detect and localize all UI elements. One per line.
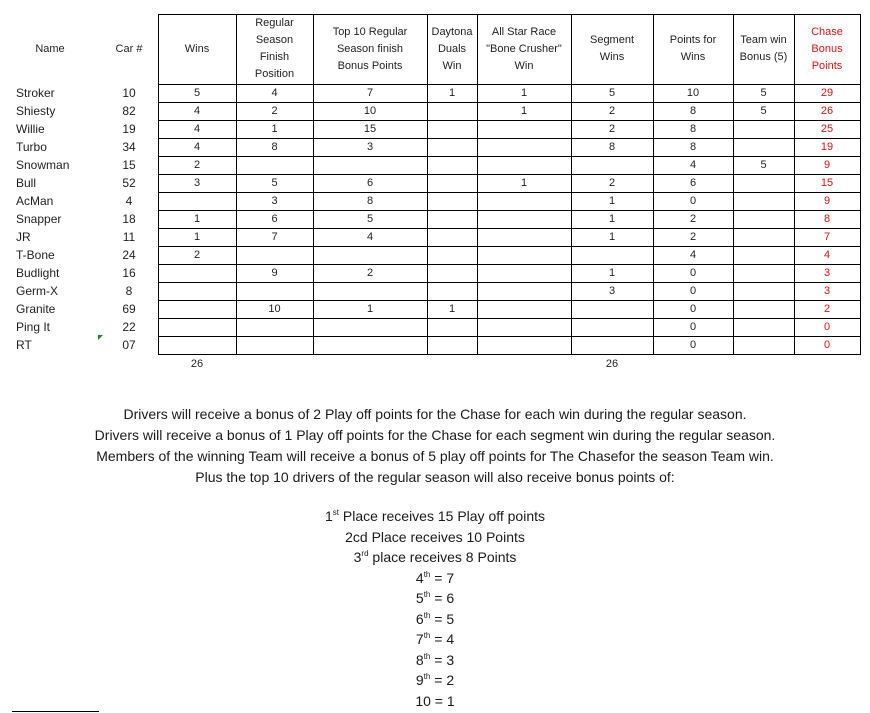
- place-points-item: [0, 650, 870, 671]
- top10-bonus-cell: 7: [366, 86, 374, 99]
- wins-cell: [158, 264, 236, 282]
- grid-line: [158, 354, 861, 355]
- header-regular-season-finish-line: Position: [254, 68, 295, 80]
- header-name-line: Name: [35, 42, 65, 55]
- segment-wins-cell: [571, 156, 653, 174]
- regular-finish-cell: [236, 156, 313, 174]
- grid-line: [158, 282, 861, 283]
- team-bonus-cell: [733, 192, 794, 210]
- header-regular-season-finish-line: Finish: [259, 51, 290, 63]
- grid-line: [158, 228, 861, 229]
- grid-line: [571, 14, 572, 355]
- daytona-cell: [427, 156, 477, 174]
- driver-name-cell: Stroker: [16, 85, 55, 100]
- header-daytona-duals-line: Daytona: [431, 25, 473, 38]
- car-number-cell: 34: [122, 139, 136, 154]
- driver-name-cell: Snowman: [16, 157, 70, 172]
- chase-points-cell: 8: [823, 212, 831, 225]
- points-for-wins-cell: 0: [689, 266, 697, 279]
- header-car-number: [100, 14, 158, 84]
- allstar-cell: [477, 300, 571, 318]
- points-for-wins-cell: 8: [689, 122, 697, 135]
- driver-name-cell: Shiesty: [16, 103, 56, 118]
- regular-finish-cell: [236, 336, 313, 354]
- car-number-cell: 11: [122, 229, 136, 244]
- top10-bonus-cell: 10: [363, 104, 377, 117]
- points-for-wins-cell: 8: [689, 140, 697, 153]
- regular-finish-cell: 3: [271, 194, 278, 207]
- chase-points-cell: 7: [823, 230, 831, 243]
- grid-line: [733, 14, 734, 355]
- wins-cell: 4: [193, 122, 201, 135]
- segment-wins-cell: 2: [608, 122, 616, 135]
- allstar-cell: [477, 192, 571, 210]
- allstar-cell: [477, 138, 571, 156]
- header-team-win-bonus-line: Bonus (5): [739, 51, 788, 63]
- place-points-item: [0, 588, 870, 609]
- header-wins-line: Wins: [184, 42, 210, 55]
- grid-line: [158, 156, 861, 157]
- grid-line: [158, 246, 861, 247]
- place-points-list: [0, 506, 870, 711]
- header-regular-season-finish: [236, 14, 313, 84]
- points-for-wins-cell: 0: [689, 284, 697, 297]
- allstar-cell: [477, 336, 571, 354]
- car-number-cell: 82: [122, 103, 136, 118]
- place-text: 2cd Place receives 10 Points: [345, 528, 525, 545]
- chase-points-cell: 25: [820, 122, 834, 135]
- driver-name-cell: Granite: [16, 301, 56, 316]
- driver-name-cell: Ping It: [16, 319, 51, 334]
- grid-line: [158, 14, 861, 15]
- rule-team: Members of the winning Team will receive a bonus of 5 play off points for The Chasefor the season Team win.: [96, 448, 774, 464]
- place-points-item: [0, 527, 870, 548]
- chase-points-cell: 4: [823, 248, 831, 261]
- daytona-cell: [427, 210, 477, 228]
- allstar-cell: [477, 264, 571, 282]
- grid-line: [477, 14, 478, 355]
- place-points-item: [0, 568, 870, 589]
- header-all-star-race-line: Win: [514, 59, 534, 72]
- daytona-cell: [427, 174, 477, 192]
- wins-cell: [158, 192, 236, 210]
- grid-line: [158, 84, 861, 85]
- place-text: 10 = 1: [415, 692, 455, 709]
- place-text: = 2: [430, 672, 455, 688]
- place-text: 8: [415, 651, 424, 668]
- place-points-item: [0, 609, 870, 630]
- top10-bonus-cell: 2: [366, 266, 374, 279]
- top10-bonus-cell: 15: [363, 122, 377, 135]
- daytona-cell: 1: [448, 86, 456, 99]
- car-number-cell: 22: [122, 319, 136, 334]
- header-segment-wins: [571, 14, 653, 84]
- allstar-cell: 1: [520, 104, 528, 117]
- wins-cell: 5: [193, 86, 201, 99]
- allstar-cell: 1: [520, 176, 528, 189]
- header-wins: [158, 14, 236, 84]
- header-chase-bonus-points: [794, 14, 860, 84]
- points-for-wins-cell: 4: [689, 248, 697, 261]
- wins-cell: 4: [193, 140, 201, 153]
- car-number-cell: 10: [122, 85, 136, 100]
- allstar-cell: [477, 210, 571, 228]
- team-bonus-cell: [733, 174, 794, 192]
- top10-bonus-cell: [313, 336, 427, 354]
- header-team-win-bonus: [733, 14, 794, 84]
- segment-wins-cell: 1: [608, 212, 616, 225]
- daytona-cell: [427, 138, 477, 156]
- daytona-cell: [427, 264, 477, 282]
- header-chase-bonus-points-line: Bonus: [811, 42, 843, 55]
- points-for-wins-cell: 0: [689, 194, 697, 207]
- header-daytona-duals-line: Duals: [437, 42, 467, 55]
- team-bonus-cell: [733, 120, 794, 138]
- header-name: [0, 14, 100, 84]
- wins-cell: [158, 282, 236, 300]
- chase-points-cell: 9: [823, 158, 831, 171]
- segment-wins-cell: 2: [608, 176, 616, 189]
- wins-cell: 2: [193, 158, 201, 171]
- regular-finish-cell: [236, 318, 313, 336]
- car-number-cell: 24: [122, 247, 136, 262]
- place-text: 9: [415, 672, 424, 688]
- regular-finish-cell: 8: [271, 140, 278, 153]
- points-for-wins-cell: 8: [689, 104, 697, 117]
- header-points-for-wins-line: Wins: [680, 51, 706, 63]
- team-bonus-cell: [733, 282, 794, 300]
- allstar-cell: [477, 228, 571, 246]
- team-bonus-cell: [733, 318, 794, 336]
- allstar-cell: [477, 282, 571, 300]
- top10-bonus-cell: 3: [366, 140, 374, 153]
- header-daytona-duals: [427, 14, 477, 84]
- top10-bonus-cell: 4: [366, 230, 374, 243]
- grid-line: [313, 14, 314, 355]
- daytona-cell: [427, 282, 477, 300]
- grid-line: [427, 14, 428, 355]
- grid-line: [158, 192, 861, 193]
- place-ordinal-suffix: th: [423, 610, 431, 620]
- allstar-cell: [477, 120, 571, 138]
- place-text: 3: [353, 549, 362, 565]
- daytona-cell: [427, 192, 477, 210]
- regular-finish-cell: 1: [271, 122, 278, 135]
- place-points-item: [0, 547, 870, 568]
- points-for-wins-cell: 4: [689, 158, 697, 171]
- chase-points-cell: 3: [823, 284, 831, 297]
- header-top10-bonus-line: Bonus Points: [337, 59, 403, 72]
- grid-line: [158, 300, 861, 301]
- header-regular-season-finish-line: Season: [255, 34, 294, 46]
- chase-points-cell: 9: [823, 194, 831, 207]
- grid-line: [158, 120, 861, 121]
- place-points-item: [0, 629, 870, 650]
- driver-name-cell: Snapper: [16, 211, 62, 226]
- car-number-cell: 4: [125, 193, 133, 208]
- rules-notes: [0, 404, 870, 488]
- grid-line: [860, 14, 861, 355]
- place-ordinal-suffix: th: [423, 590, 431, 599]
- team-bonus-cell: 5: [760, 158, 767, 171]
- wins-cell: 1: [193, 230, 201, 243]
- car-number-cell: 16: [122, 265, 136, 280]
- top10-bonus-cell: [313, 282, 427, 300]
- daytona-cell: [427, 102, 477, 120]
- segment-wins-cell: [571, 336, 653, 354]
- place-text: = 6: [430, 590, 455, 606]
- grid-line: [158, 336, 861, 337]
- wins-cell: [158, 318, 236, 336]
- points-for-wins-cell: 0: [689, 338, 697, 351]
- regular-finish-cell: 5: [271, 176, 278, 189]
- header-segment-wins-line: Wins: [599, 51, 625, 63]
- segment-wins-cell: 3: [608, 284, 616, 297]
- daytona-cell: 1: [448, 302, 456, 315]
- driver-name-cell: Bull: [16, 175, 37, 190]
- allstar-cell: [477, 318, 571, 336]
- wins-cell: [158, 300, 236, 318]
- grid-line: [158, 210, 861, 211]
- car-number-cell: 18: [122, 211, 136, 226]
- top10-bonus-cell: [313, 156, 427, 174]
- car-number-cell: 52: [122, 175, 136, 190]
- place-ordinal-suffix: th: [423, 672, 431, 681]
- points-for-wins-cell: 6: [689, 176, 697, 189]
- rule-top10: Plus the top 10 drivers of the regular season will also receive bonus points of:: [195, 469, 675, 485]
- chase-points-cell: 29: [820, 86, 834, 99]
- place-text: = 3: [430, 651, 455, 668]
- header-daytona-duals-line: Win: [442, 59, 462, 72]
- segment-wins-cell: 2: [608, 104, 616, 117]
- place-text: = 4: [430, 631, 455, 647]
- place-text: 5: [415, 590, 424, 606]
- grid-line: [158, 14, 159, 355]
- grid-line: [794, 14, 795, 355]
- chase-points-cell: 15: [820, 176, 834, 189]
- daytona-cell: [427, 336, 477, 354]
- chase-points-cell: 26: [820, 104, 834, 117]
- driver-name-cell: Willie: [16, 121, 45, 136]
- top10-bonus-cell: 1: [366, 302, 374, 315]
- team-bonus-cell: 5: [760, 104, 767, 117]
- segment-wins-cell: 1: [608, 266, 616, 279]
- rule-segments: Drivers will receive a bonus of 1 Play off points for the Chase for each segment win during the regular season.: [94, 427, 776, 443]
- regular-finish-cell: 2: [271, 104, 278, 117]
- allstar-cell: [477, 156, 571, 174]
- cell-comment-flag-icon: [98, 335, 103, 340]
- place-points-item: [0, 506, 870, 527]
- top10-bonus-cell: [313, 318, 427, 336]
- team-bonus-cell: [733, 300, 794, 318]
- segment-wins-cell: [571, 318, 653, 336]
- wins-cell: 1: [193, 212, 201, 225]
- wins-cell: 4: [193, 104, 201, 117]
- wins-total: 26: [190, 357, 204, 370]
- team-bonus-cell: [733, 336, 794, 354]
- car-number-cell: 19: [122, 121, 136, 136]
- car-number-cell: 8: [125, 283, 133, 298]
- daytona-cell: [427, 246, 477, 264]
- chase-points-cell: 3: [823, 266, 831, 279]
- team-bonus-cell: [733, 264, 794, 282]
- grid-line: [158, 102, 861, 103]
- place-text: place receives 8 Points: [368, 549, 517, 565]
- segment-wins-cell: 1: [608, 194, 616, 207]
- top10-bonus-cell: 5: [366, 212, 374, 225]
- points-for-wins-cell: 2: [689, 212, 697, 225]
- allstar-cell: [477, 246, 571, 264]
- header-top10-bonus-line: Top 10 Regular: [332, 25, 408, 38]
- team-bonus-cell: [733, 228, 794, 246]
- header-top10-bonus-line: Season finish: [336, 42, 404, 55]
- allstar-cell: 1: [520, 86, 528, 99]
- segment-wins-cell: [571, 300, 653, 318]
- chase-points-cell: 0: [823, 338, 831, 351]
- header-car-number-line: Car #: [115, 42, 143, 55]
- daytona-cell: [427, 318, 477, 336]
- header-chase-bonus-points-line: Chase: [811, 25, 843, 38]
- points-for-wins-cell: 2: [689, 230, 697, 243]
- header-team-win-bonus-line: Team win: [740, 34, 787, 46]
- daytona-cell: [427, 228, 477, 246]
- grid-line: [158, 174, 861, 175]
- wins-cell: 3: [193, 176, 201, 189]
- regular-finish-cell: 6: [271, 212, 278, 225]
- chase-points-cell: 0: [823, 320, 831, 333]
- team-bonus-cell: 5: [760, 86, 767, 99]
- regular-finish-cell: 4: [271, 86, 278, 99]
- car-number-cell: 69: [122, 301, 136, 316]
- header-regular-season-finish-line: Regular: [255, 17, 294, 29]
- team-bonus-cell: [733, 138, 794, 156]
- header-chase-bonus-points-line: Points: [811, 59, 843, 72]
- header-all-star-race: [477, 14, 571, 84]
- driver-name-cell: JR: [16, 229, 31, 244]
- place-ordinal-suffix: rd: [361, 549, 369, 558]
- car-number-cell: 15: [122, 157, 136, 172]
- top10-bonus-cell: 8: [366, 194, 374, 207]
- place-text: 4: [415, 569, 424, 586]
- grid-line: [158, 138, 861, 139]
- place-text: 6: [415, 610, 424, 627]
- place-ordinal-suffix: th: [423, 631, 431, 640]
- points-for-wins-cell: 0: [689, 320, 697, 333]
- place-ordinal-suffix: th: [423, 651, 431, 661]
- chase-points-cell: 19: [820, 140, 834, 153]
- header-all-star-race-line: All Star Race: [491, 25, 557, 38]
- header-points-for-wins-line: Points for: [669, 34, 717, 46]
- driver-name-cell: Budlight: [16, 265, 60, 280]
- place-text: 7: [415, 631, 424, 647]
- team-bonus-cell: [733, 210, 794, 228]
- regular-finish-cell: [236, 246, 313, 264]
- driver-name-cell: Germ-X: [16, 283, 58, 298]
- segment-wins-cell: [571, 246, 653, 264]
- team-bonus-cell: [733, 246, 794, 264]
- chase-points-cell: 2: [823, 302, 831, 315]
- regular-finish-cell: 9: [271, 266, 278, 279]
- header-segment-wins-line: Segment: [589, 34, 635, 46]
- place-text: 1: [325, 508, 333, 524]
- place-text: Place receives 15 Play off points: [339, 508, 545, 524]
- driver-name-cell: T-Bone: [16, 247, 55, 262]
- points-for-wins-cell: 0: [689, 302, 697, 315]
- place-text: = 7: [430, 569, 455, 586]
- segment-wins-cell: 1: [608, 230, 616, 243]
- place-ordinal-suffix: st: [332, 508, 340, 517]
- place-ordinal-suffix: th: [423, 569, 431, 579]
- grid-line: [653, 14, 654, 355]
- driver-name-cell: RT: [16, 337, 32, 352]
- driver-name-cell: AcMan: [16, 193, 54, 208]
- car-number-cell: 07: [122, 337, 136, 352]
- footer-divider: [12, 711, 99, 712]
- grid-line: [158, 318, 861, 319]
- top10-bonus-cell: 6: [366, 176, 374, 189]
- segment-wins-cell: 8: [608, 140, 616, 153]
- driver-name-cell: Turbo: [16, 139, 47, 154]
- daytona-cell: [427, 120, 477, 138]
- grid-line: [236, 14, 237, 355]
- regular-finish-cell: 7: [271, 230, 278, 243]
- place-points-item: [0, 670, 870, 691]
- wins-cell: 2: [193, 248, 201, 261]
- segment-wins-total: 26: [605, 357, 619, 370]
- place-text: = 5: [430, 610, 455, 627]
- wins-cell: [158, 336, 236, 354]
- place-points-item: [0, 691, 870, 712]
- header-points-for-wins: [653, 14, 733, 84]
- regular-finish-cell: 10: [268, 302, 281, 315]
- grid-line: [158, 264, 861, 265]
- points-for-wins-cell: 10: [686, 86, 700, 99]
- header-top10-bonus: [313, 14, 427, 84]
- segment-wins-cell: 5: [608, 86, 616, 99]
- rule-wins: Drivers will receive a bonus of 2 Play off points for the Chase for each win during the regular season.: [123, 406, 747, 422]
- regular-finish-cell: [236, 282, 313, 300]
- header-all-star-race-line: "Bone Crusher": [486, 42, 562, 55]
- top10-bonus-cell: [313, 246, 427, 264]
